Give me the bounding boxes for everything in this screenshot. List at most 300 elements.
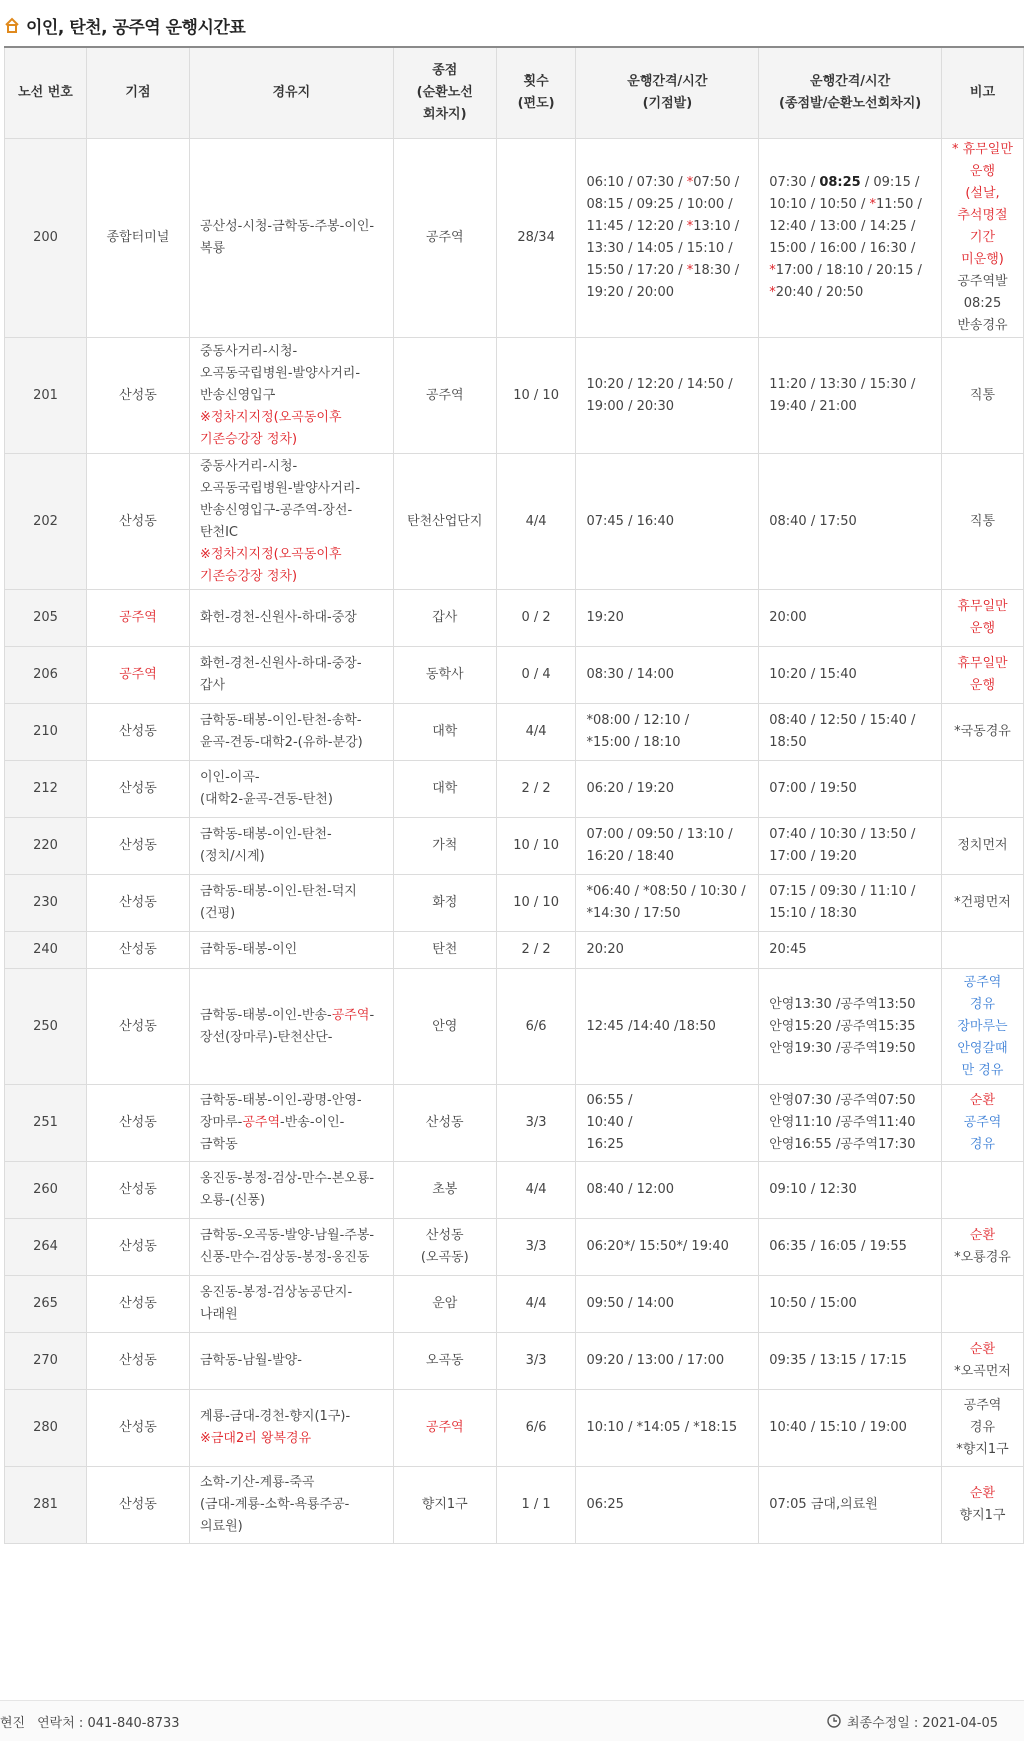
col-dep1-l1: 운행간격/시간 — [627, 74, 708, 89]
via — [189, 1219, 393, 1276]
note-line: 경유 — [969, 1420, 996, 1435]
note — [941, 1085, 1023, 1162]
via-line: 금학동-오곡동-발양-남월-주봉- — [199, 1228, 375, 1243]
via: 화헌-경천-신원사-하대-중장 — [189, 590, 393, 647]
timetable — [4, 46, 1024, 1544]
terminal: 운암 — [393, 1276, 496, 1333]
note-line: 장마루는 — [957, 1018, 1008, 1034]
via-line: 기존승강장 정차) — [199, 568, 298, 584]
note-line: * 휴무일만 — [952, 142, 1013, 157]
note: 직통 — [941, 454, 1023, 590]
departures-origin: 10:10 / *14:05 / *18:15 — [576, 1390, 759, 1467]
note-line: 추석명절 — [957, 208, 1008, 223]
terminal: 대학 — [393, 704, 496, 761]
route-number: 265 — [5, 1276, 87, 1333]
col-count — [496, 47, 576, 139]
time-text: 11:45 / 12:20 / — [586, 219, 687, 234]
trip-count: 28/34 — [496, 139, 576, 338]
departures-terminal: 10:20 / 15:40 — [759, 647, 942, 704]
note-line: *향지1구 — [956, 1442, 1009, 1457]
origin: 산성동 — [86, 1276, 189, 1333]
time-text: 10:40 / — [586, 1115, 633, 1130]
trip-count: 6/6 — [496, 969, 576, 1085]
note-line: 향지1구 — [959, 1508, 1006, 1523]
time-text: 07:30 / — [769, 175, 820, 190]
route-number: 205 — [5, 590, 87, 647]
note-line: 운행 — [969, 678, 996, 693]
departures-terminal: 20:00 — [759, 590, 942, 647]
trip-count: 4/4 — [496, 704, 576, 761]
note-line: 공주역 — [963, 1115, 1002, 1130]
time-text: 06:10 / 07:30 / — [586, 175, 687, 190]
time-text: 13:30 / 14:05 / 15:10 / — [586, 241, 733, 256]
table-row — [5, 704, 1024, 761]
via-line: 복룡 — [199, 241, 226, 256]
departures-origin — [576, 704, 759, 761]
note-line: 순환 — [969, 1093, 996, 1108]
col-terminal — [393, 47, 496, 139]
departures-terminal: 10:40 / 15:10 / 19:00 — [759, 1390, 942, 1467]
note — [941, 1162, 1023, 1219]
via-line: (건평) — [199, 906, 236, 921]
terminal: 가척 — [393, 818, 496, 875]
time-text: 안영16:55 /공주역17:30 — [769, 1137, 916, 1152]
origin: 산성동 — [86, 761, 189, 818]
note: 직통 — [941, 338, 1023, 454]
col-route: 노선 번호 — [5, 47, 87, 139]
col-terminal-l1: 종점 — [432, 63, 458, 78]
route-number: 250 — [5, 969, 87, 1085]
origin: 산성동 — [86, 875, 189, 932]
note — [941, 139, 1023, 338]
note-line: 운행 — [969, 164, 996, 179]
origin: 산성동 — [86, 704, 189, 761]
terminal: 탄천산업단지 — [393, 454, 496, 590]
departures-origin — [576, 1085, 759, 1162]
via — [189, 1162, 393, 1219]
table-row — [5, 1390, 1024, 1467]
trip-count: 10 / 10 — [496, 875, 576, 932]
time-text: 11:20 / 13:30 / 15:30 / — [769, 376, 916, 392]
origin: 산성동 — [86, 818, 189, 875]
via — [189, 139, 393, 338]
via: 금학동-남월-발양- — [189, 1333, 393, 1390]
origin: 산성동 — [86, 969, 189, 1085]
origin: 산성동 — [86, 1162, 189, 1219]
note-line: 안영갈때 — [957, 1040, 1008, 1056]
trip-count: 4/4 — [496, 1162, 576, 1219]
departures-origin: 09:50 / 14:00 — [576, 1276, 759, 1333]
via-line: ※금대2리 왕복경유 — [199, 1431, 312, 1446]
route-number: 210 — [5, 704, 87, 761]
time-text: 안영13:30 /공주역13:50 — [769, 996, 916, 1012]
time-mark: * — [686, 263, 694, 278]
via-line: 신풍-만수-검상동-봉정-옹진동 — [199, 1250, 370, 1265]
col-origin: 기점 — [86, 47, 189, 139]
table-row — [5, 818, 1024, 875]
terminal: 안영 — [393, 969, 496, 1085]
departures-terminal — [759, 1085, 942, 1162]
via — [189, 1467, 393, 1544]
time-mark: * — [769, 263, 776, 278]
departures-terminal: 09:35 / 13:15 / 17:15 — [759, 1333, 942, 1390]
time-text: 안영15:20 /공주역15:35 — [769, 1018, 916, 1034]
terminal: 공주역 — [393, 338, 496, 454]
departures-origin: 07:45 / 16:40 — [576, 454, 759, 590]
route-number: 202 — [5, 454, 87, 590]
table-row — [5, 139, 1024, 338]
terminal: 초봉 — [393, 1162, 496, 1219]
col-terminal-l2: (순환노선 — [416, 85, 473, 100]
origin: 산성동 — [86, 338, 189, 454]
departures-terminal: 10:50 / 15:00 — [759, 1276, 942, 1333]
trip-count: 0 / 2 — [496, 590, 576, 647]
last-modified: 최종수정일 : 2021-04-05 — [847, 1715, 998, 1731]
terminal: 화정 — [393, 875, 496, 932]
table-row — [5, 761, 1024, 818]
terminal: 산성동 — [393, 1085, 496, 1162]
via-line: (대학2-윤곡-견동-탄천) — [199, 792, 333, 807]
col-dep-origin — [576, 47, 759, 139]
via — [189, 454, 393, 590]
via-highlight: 공주역 — [242, 1115, 281, 1130]
note-line: *오곡먼저 — [954, 1364, 1011, 1379]
time-text: *08:00 / 12:10 / — [586, 713, 690, 728]
departures-terminal: 07:05 금대,의료원 — [759, 1467, 942, 1544]
col-dep-terminal — [759, 47, 942, 139]
col-count-l1: 횟수 — [523, 74, 549, 89]
note-line: 순환 — [969, 1228, 996, 1243]
via-line: 오룡-(신풍) — [199, 1193, 266, 1208]
time-text: *14:30 / 17:50 — [586, 906, 681, 921]
table-row — [5, 1467, 1024, 1544]
note-line: 휴무일만 — [957, 656, 1008, 671]
trip-count: 10 / 10 — [496, 818, 576, 875]
route-number: 251 — [5, 1085, 87, 1162]
table-row — [5, 1085, 1024, 1162]
note — [941, 590, 1023, 647]
note — [941, 1390, 1023, 1467]
via-line: 갑사 — [199, 678, 226, 693]
note — [941, 647, 1023, 704]
via — [189, 1085, 393, 1162]
origin: 공주역 — [86, 647, 189, 704]
note — [941, 932, 1023, 969]
footer-updated — [827, 1712, 1024, 1731]
col-dep1-l2: (기점발) — [642, 96, 693, 111]
title-row — [4, 12, 245, 38]
departures-terminal: 06:35 / 16:05 / 19:55 — [759, 1219, 942, 1276]
table-row — [5, 647, 1024, 704]
via-line: 공산성-시청-금학동-주봉-이인- — [199, 219, 375, 234]
note-line: 공주역 — [963, 974, 1002, 990]
time-text: 13:10 / — [693, 219, 740, 234]
time-text: 10:20 / 12:20 / 14:50 / — [586, 376, 733, 392]
departures-terminal: 20:45 — [759, 932, 942, 969]
departures-terminal: 08:40 / 17:50 — [759, 454, 942, 590]
time-text: 17:00 / 19:20 — [769, 849, 857, 864]
table-row — [5, 1333, 1024, 1390]
departures-terminal — [759, 875, 942, 932]
route-number: 264 — [5, 1219, 87, 1276]
via — [189, 875, 393, 932]
via — [189, 1276, 393, 1333]
time-text: 12:40 / 13:00 / 14:25 / — [769, 219, 916, 234]
time-text: 19:00 / 20:30 — [586, 398, 675, 414]
note-line: 경유 — [969, 1137, 996, 1152]
via: 금학동-태봉-이인 — [189, 932, 393, 969]
via-line: (정치/시계) — [199, 849, 265, 864]
col-dep2-l1: 운행간격/시간 — [810, 74, 891, 89]
note-line: 반송경유 — [957, 318, 1008, 333]
note-line: 순환 — [969, 1342, 996, 1357]
departures-terminal — [759, 139, 942, 338]
note-line: 경유 — [969, 996, 996, 1012]
via-line: 오곡동국립병원-발양사거리- — [199, 480, 361, 496]
route-number: 260 — [5, 1162, 87, 1219]
departures-origin — [576, 818, 759, 875]
page-title: 이인, 탄천, 공주역 운행시간표 — [26, 17, 246, 38]
col-count-l2: (편도) — [517, 96, 555, 111]
terminal: 향지1구 — [393, 1467, 496, 1544]
via-line: 윤곡-견동-대학2-(유하-분강) — [199, 735, 363, 750]
note-line: 기간 — [969, 230, 996, 245]
terminal: 대학 — [393, 761, 496, 818]
via-line: 계룡-금대-경천-향지(1구)- — [199, 1409, 351, 1424]
departures-origin: 08:40 / 12:00 — [576, 1162, 759, 1219]
terminal: 갑사 — [393, 590, 496, 647]
via-line: 옹진동-봉정-검상-만수-본오룡- — [199, 1171, 375, 1186]
note-line: 휴무일만 — [957, 599, 1008, 614]
departures-origin: 06:20*/ 15:50*/ 19:40 — [576, 1219, 759, 1276]
time-text: 15:10 / 18:30 — [769, 906, 857, 921]
via-line: 중동사거리-시청- — [199, 458, 298, 474]
time-text: 15:00 / 16:00 / 16:30 / — [769, 241, 916, 256]
time-text: 안영11:10 /공주역11:40 — [769, 1115, 916, 1130]
trip-count: 3/3 — [496, 1219, 576, 1276]
time-text: 07:50 / — [693, 175, 740, 190]
table-row — [5, 932, 1024, 969]
via-line: (금대-계룡-소학-욕룡주공- — [199, 1497, 350, 1512]
via-line: 금학동 — [199, 1137, 238, 1152]
note — [941, 969, 1023, 1085]
via-text: 장마루- — [199, 1115, 243, 1130]
departures-origin: 20:20 — [576, 932, 759, 969]
time-text: 18:30 / — [693, 263, 740, 278]
via-line: ※정차지지정(오곡동이후 — [199, 546, 342, 562]
departures-origin: 08:30 / 14:00 — [576, 647, 759, 704]
footer-contact — [0, 1712, 180, 1731]
via — [189, 704, 393, 761]
terminal: 오곡동 — [393, 1333, 496, 1390]
footer-phone: 연락처 : 041-840-8733 — [37, 1715, 180, 1731]
departures-terminal — [759, 969, 942, 1085]
terminal-line: 산성동 — [425, 1228, 464, 1243]
note — [941, 1219, 1023, 1276]
departures-origin: 09:20 / 13:00 / 17:00 — [576, 1333, 759, 1390]
note-line: 운행 — [969, 621, 996, 636]
time-text: 16:25 — [586, 1137, 624, 1152]
route-number: 270 — [5, 1333, 87, 1390]
departures-origin — [576, 338, 759, 454]
origin: 산성동 — [86, 1219, 189, 1276]
terminal — [393, 1219, 496, 1276]
note-line: 08:25 — [963, 296, 1002, 311]
via-line: 반송신영입구 — [199, 387, 276, 403]
via — [189, 338, 393, 454]
via-text: - — [369, 1007, 375, 1023]
departures-origin — [576, 875, 759, 932]
terminal: 동학사 — [393, 647, 496, 704]
via — [189, 647, 393, 704]
route-number: 280 — [5, 1390, 87, 1467]
via-line: ※정차지지정(오곡동이후 — [199, 409, 342, 425]
via-line: 중동사거리-시청- — [199, 343, 298, 359]
note: 정치먼저 — [941, 818, 1023, 875]
table-row — [5, 454, 1024, 590]
origin: 산성동 — [86, 932, 189, 969]
note — [941, 1276, 1023, 1333]
time-text: 07:40 / 10:30 / 13:50 / — [769, 827, 916, 842]
via-line: 장선(장마루)-탄천산단- — [199, 1029, 333, 1045]
via-line: 화헌-경천-신원사-하대-중장- — [199, 656, 362, 671]
trip-count: 4/4 — [496, 1276, 576, 1333]
trip-count: 2 / 2 — [496, 932, 576, 969]
table-row — [5, 1162, 1024, 1219]
route-number: 220 — [5, 818, 87, 875]
col-terminal-l3: 회차지) — [422, 107, 467, 122]
time-text: 16:20 / 18:40 — [586, 849, 675, 864]
route-number: 200 — [5, 139, 87, 338]
departures-terminal: 07:00 / 19:50 — [759, 761, 942, 818]
departures-terminal: 09:10 / 12:30 — [759, 1162, 942, 1219]
note: *건평먼저 — [941, 875, 1023, 932]
via-text: -반송-이인- — [280, 1115, 345, 1130]
time-text: 08:40 / 12:50 / 15:40 / — [769, 713, 916, 728]
trip-count: 0 / 4 — [496, 647, 576, 704]
route-number: 240 — [5, 932, 87, 969]
time-text: *06:40 / *08:50 / 10:30 / — [586, 884, 746, 899]
origin: 종합터미널 — [86, 139, 189, 338]
departures-origin: 06:20 / 19:20 — [576, 761, 759, 818]
trip-count: 1 / 1 — [496, 1467, 576, 1544]
table-row — [5, 875, 1024, 932]
via-line: 금학동-태봉-이인-광명-안영- — [199, 1093, 362, 1108]
origin: 공주역 — [86, 590, 189, 647]
via-line: 이인-이곡- — [199, 770, 260, 785]
time-mark: * — [869, 197, 876, 212]
time-bold: 08:25 — [819, 175, 861, 190]
trip-count: 3/3 — [496, 1085, 576, 1162]
departures-terminal — [759, 338, 942, 454]
clock-icon — [827, 1714, 841, 1728]
departures-terminal — [759, 704, 942, 761]
departures-terminal — [759, 818, 942, 875]
time-text: 15:50 / 17:20 / — [586, 263, 687, 278]
via-line: 옹진동-봉정-검상농공단지- — [199, 1285, 353, 1300]
terminal: 공주역 — [393, 139, 496, 338]
note-line: 만 경유 — [961, 1062, 1004, 1078]
terminal-line: (오곡동) — [420, 1250, 469, 1265]
departures-origin: 19:20 — [576, 590, 759, 647]
via-line: 탄천IC — [199, 524, 238, 540]
via-highlight: 공주역 — [331, 1007, 370, 1023]
time-text: / 09:15 / — [860, 175, 920, 190]
terminal: 탄천 — [393, 932, 496, 969]
trip-count: 3/3 — [496, 1333, 576, 1390]
note-line: 순환 — [969, 1486, 996, 1501]
note — [941, 1467, 1023, 1544]
departures-origin: 12:45 /14:40 /18:50 — [576, 969, 759, 1085]
origin: 산성동 — [86, 1467, 189, 1544]
origin: 산성동 — [86, 454, 189, 590]
note — [941, 761, 1023, 818]
via-line: 금학동-태봉-이인-탄천- — [199, 827, 332, 842]
via — [189, 969, 393, 1085]
note-line: *오룡경유 — [954, 1250, 1011, 1265]
route-number: 212 — [5, 761, 87, 818]
note-line: 공주역 — [963, 1398, 1002, 1413]
table-row — [5, 1276, 1024, 1333]
departures-origin: 06:25 — [576, 1467, 759, 1544]
time-text: 19:20 / 20:00 — [586, 285, 675, 300]
trip-count: 6/6 — [496, 1390, 576, 1467]
table-row — [5, 1219, 1024, 1276]
footer-dept: 현진 — [0, 1715, 26, 1731]
via-line: 금학동-태봉-이인-탄천-덕지 — [199, 884, 357, 899]
via — [189, 761, 393, 818]
via-line: 금학동-태봉-이인-탄천-송학- — [199, 713, 362, 728]
route-number: 206 — [5, 647, 87, 704]
time-mark: * — [769, 285, 776, 300]
time-text: 안영19:30 /공주역19:50 — [769, 1040, 916, 1056]
time-text: 20:40 / 20:50 — [775, 285, 864, 300]
time-mark: * — [686, 175, 694, 190]
house-icon — [4, 17, 20, 33]
time-text: 08:15 / 09:25 / 10:00 / — [586, 197, 733, 212]
header-row — [5, 47, 1024, 139]
via-line: 오곡동국립병원-발양사거리- — [199, 365, 361, 381]
time-text: 06:55 / — [586, 1093, 633, 1108]
trip-count: 4/4 — [496, 454, 576, 590]
origin: 산성동 — [86, 1333, 189, 1390]
time-text: 17:00 / 18:10 / 20:15 / — [775, 263, 922, 278]
via — [189, 1390, 393, 1467]
table-row — [5, 969, 1024, 1085]
table-row — [5, 338, 1024, 454]
note: *국동경유 — [941, 704, 1023, 761]
note-line: (설날, — [965, 186, 1000, 201]
origin: 산성동 — [86, 1390, 189, 1467]
time-mark: * — [686, 219, 694, 234]
note-line: 미운행) — [961, 252, 1004, 267]
note-line: 공주역발 — [957, 274, 1008, 289]
via-line: 소학-기산-계룡-죽곡 — [199, 1475, 315, 1490]
route-number: 230 — [5, 875, 87, 932]
time-text: 07:00 / 09:50 / 13:10 / — [586, 827, 733, 842]
time-text: 10:10 / 10:50 / — [769, 197, 870, 212]
trip-count: 10 / 10 — [496, 338, 576, 454]
time-text: 18:50 — [769, 735, 807, 750]
via-line: 기존승강장 정차) — [199, 431, 298, 447]
time-text: 안영07:30 /공주역07:50 — [769, 1093, 916, 1108]
departures-origin — [576, 139, 759, 338]
col-note: 비고 — [941, 47, 1023, 139]
trip-count: 2 / 2 — [496, 761, 576, 818]
table-row — [5, 590, 1024, 647]
terminal: 공주역 — [393, 1390, 496, 1467]
col-dep2-l2: (종점발/순환노선회차지) — [779, 96, 922, 111]
